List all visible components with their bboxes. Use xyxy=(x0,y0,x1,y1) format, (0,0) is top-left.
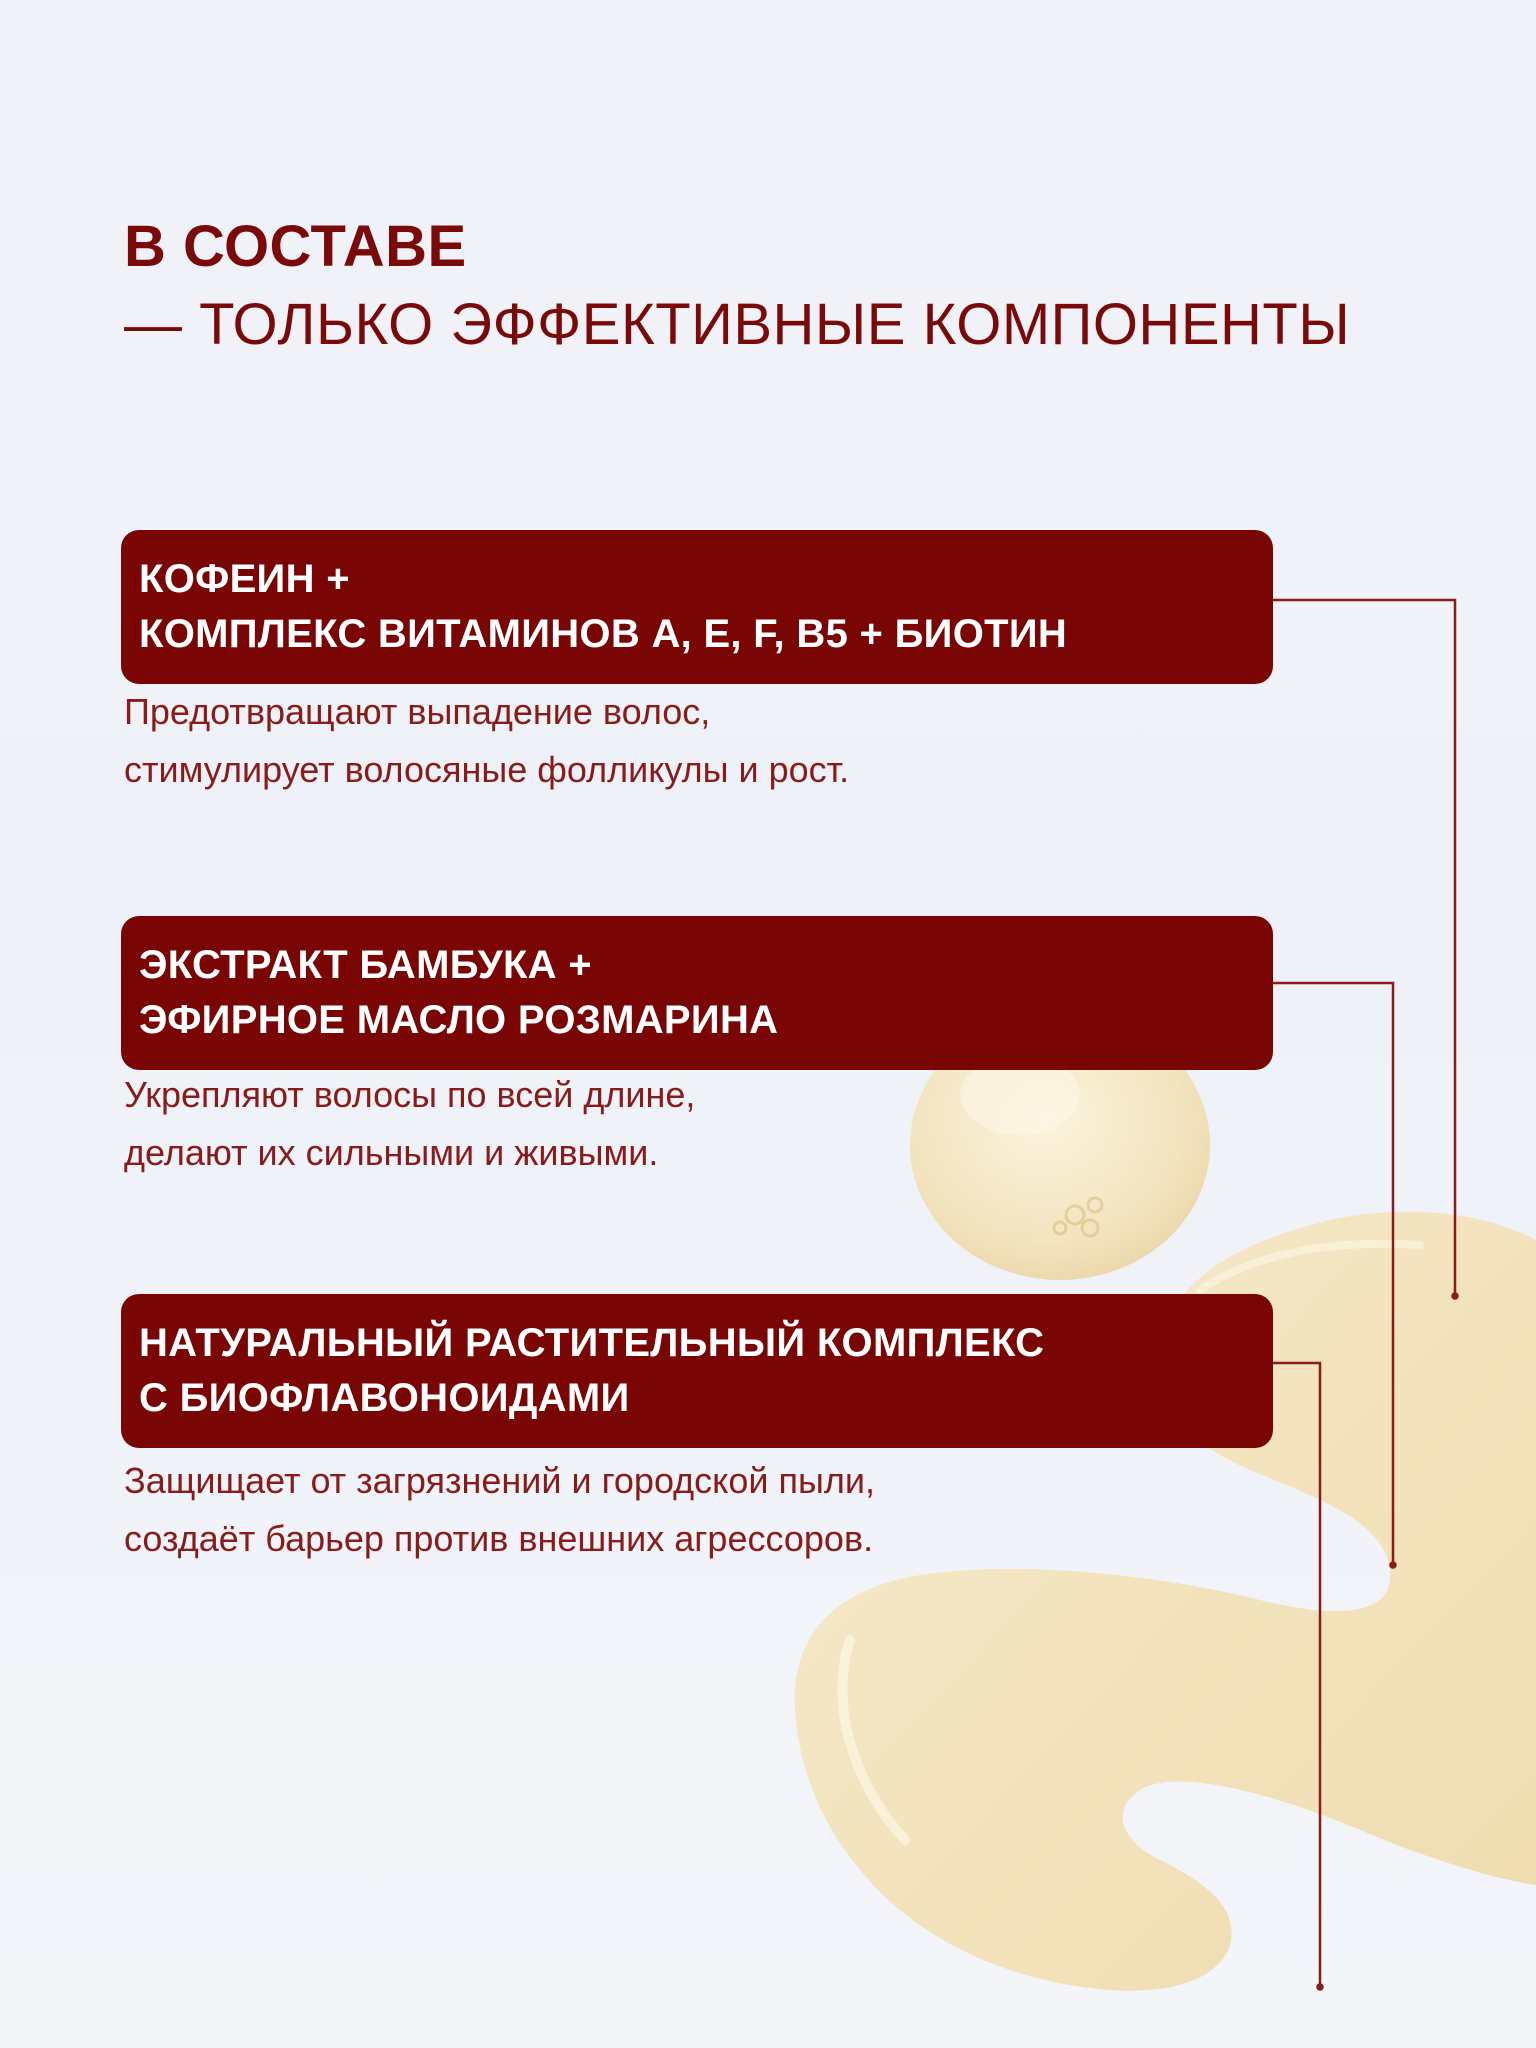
ingredient-desc-line: стимулирует волосяные фолликулы и рост. xyxy=(124,749,850,790)
leader-dot-2 xyxy=(1391,1563,1396,1568)
ingredient-desc-line: делают их сильными и живыми. xyxy=(124,1132,659,1173)
heading-line-1: В СОСТАВЕ xyxy=(124,214,467,279)
ingredient-description-bioflavonoids xyxy=(124,1452,875,1568)
ingredient-tag-bamboo xyxy=(121,916,1273,1070)
ingredient-desc-line: создаёт барьер против внешних агрессоров. xyxy=(124,1518,874,1559)
ingredient-title-line: НАТУРАЛЬНЫЙ РАСТИТЕЛЬНЫЙ КОМПЛЕКС xyxy=(139,1321,1045,1365)
ingredient-description-bamboo xyxy=(124,1066,695,1182)
ingredient-desc-line: Укрепляют волосы по всей длине, xyxy=(124,1074,696,1115)
ingredient-description-caffeine xyxy=(124,683,849,799)
ingredient-tag-bioflavonoids xyxy=(121,1294,1273,1448)
leader-line-1 xyxy=(1273,600,1455,1296)
ingredient-desc-line: Защищает от загрязнений и городской пыли, xyxy=(124,1460,875,1501)
ingredient-desc-line: Предотвращают выпадение волос, xyxy=(124,691,711,732)
leader-dot-1 xyxy=(1453,1294,1458,1299)
page-heading xyxy=(124,208,1350,364)
ingredient-title-line: ЭКСТРАКТ БАМБУКА + xyxy=(139,943,592,987)
ingredient-title-line: КОФЕИН + xyxy=(139,557,350,601)
ingredient-title-line: С БИОФЛАВОНОИДАМИ xyxy=(139,1376,630,1420)
leader-dot-3 xyxy=(1318,1985,1323,1990)
ingredient-title-line: ЭФИРНОЕ МАСЛО РОЗМАРИНА xyxy=(139,998,779,1042)
ingredient-tag-caffeine xyxy=(121,530,1273,684)
ingredient-title-line: КОМПЛЕКС ВИТАМИНОВ A, E, F, B5 + БИОТИН xyxy=(139,612,1068,656)
heading-line-2: — ТОЛЬКО ЭФФЕКТИВНЫЕ КОМПОНЕНТЫ xyxy=(124,292,1351,357)
